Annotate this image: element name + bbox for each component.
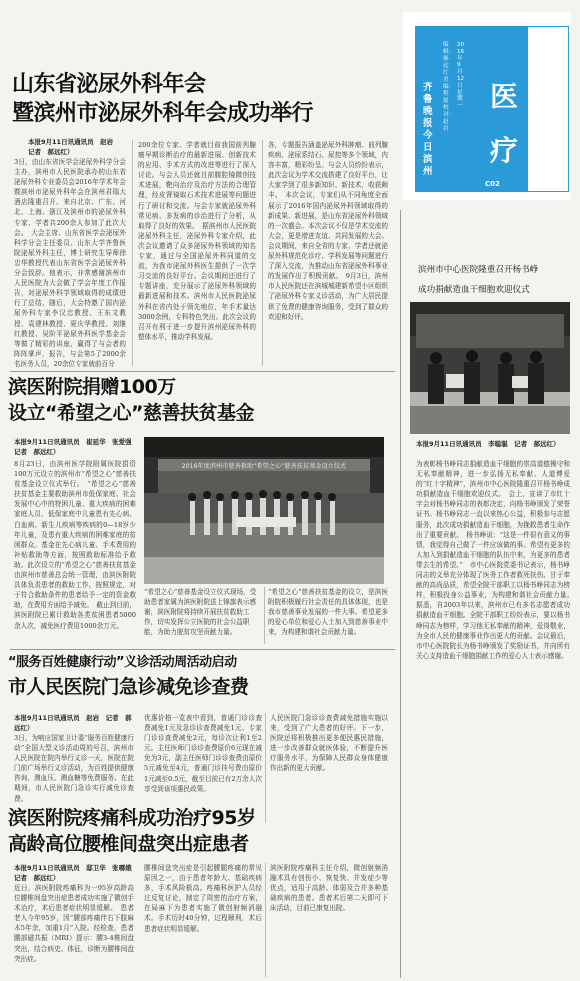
article2-column-1: 8月23日，由滨州医学院附属医院捐资100万元设立的滨州市“希望之心”慈善扶贫基金设立仪式举行。 “希望之心”慈善扶贫基金主要救助滨州市低保家庭、社会发展中心中的特困儿童、重大疾病的困难家庭人员、低保家庭中儿童患有先心病、白血病、新生儿疾病等疾病的0—18岁少年儿童，及患有重大疾病的困难家庭的贫困群众。基金在先心病儿童、手术费用的补贴救助等方面，按照救助标准给予救助。此次设立的“希望之心”慈善扶贫基金由滨州市慈善总会统一管理，由滨医附院具体负责患者的救助工作。按照规定，对于符合救助条件的患者给予一定的资金救助，在费用方面给予减免。 截止到目前，滨医附院已累计救助各类贫困患者5000余人次，减免医疗费用1000余万元。	[14, 460, 136, 630]
edition-date: 2016年9月12日 星期一	[457, 42, 465, 110]
sidebar-divider	[400, 210, 401, 978]
article4-title-line1: 滨医附院疼痛科成功治疗95岁	[8, 807, 256, 829]
article3-column-1: 3日，为响应国家卫计委“服务百姓健康行动”全国大型义诊活动周的号召，滨州市人民医院在院内举行义诊一天，医院在院门前广场举行义诊活动，为百姓提供健康咨询、测血压、测血糖等免费服务。在此期间，市人民医院门急诊实行减免诊查费。	[14, 734, 134, 803]
sidebar-body: 为表彰杨书峥同志捐献造血干细胞的崇高道德操守和无私奉献精神，进一步弘扬无私奉献、人道博爱的“红十字精神”，滨州市中心医院隆重召开杨书峥成功捐献造血干细胞欢迎仪式。 会上，宣读了市红十字会对杨书峥同志的表彰决定，向杨书峥颁发了荣誉证书。杨书峥同志一直以来热心公益，积极参与志愿服务，此次成功捐献造血干细胞，为挽救患者生命作出了重要贡献。 杨书峥说：“这是一件很有意义的事情，我觉得自己做了一件应该做的事。希望有更多的人加入到捐献造血干细胞的队伍中来，为更多的患者带去生的希望。” 市中心医院党委书记表示，杨书峥同志的义举充分体现了医务工作者救死扶伤、甘于奉献的高尚品质，希望全院干部职工以杨书峥同志为榜样，积极投身公益事业，为构建和谐社会贡献力量。 据悉，自2003年以来，滨州市已有多名志愿者成功捐献造血干细胞。全院干部职工纷纷表示，要以杨书峥同志为榜样，学习他无私奉献的精神，爱岗敬业，为全市人民的健康事业作出更大的贡献。会议最后，市中心医院院长为杨书峥颁发了奖励证书，并向所有关心支持造血干细胞捐献工作的爱心人士表示感谢。	[416, 460, 577, 660]
article1-title-line2: 暨滨州市泌尿外科年会成功举行	[12, 101, 314, 126]
paper-name: 齐鲁晚报 今日滨州	[423, 82, 433, 177]
column-divider	[132, 140, 133, 366]
article1-column-2: 200余位专家、学者就目前我国前列腺癌早期诊断治疗的最新进展、创新技术的应用、手术方式的改进等进行了深入讨论。与会人员还就目前腹腔镜微创技术进展，靶向治疗及治疗方法的合理管理，经皮肾镜取石术技术进展等问题进行了研讨和交流。与会专家就泌尿外科常见病、多发病的诊治进行了分析，从取得了良好的效果。 据滨州市人民医院泌尿外科主任，泌尿外科专家介绍，此次会议邀请了众多泌尿外科领域的知名专家，通过与全国泌尿外科同道的交流，为我市泌尿外科医生提供了一次学习交流的良好平台。会议期间还进行了专题讲座，充分展示了泌尿外科领域的最新进展和技术。滨州市人民医院泌尿外科在省内处于领先地位，年手术量达3000余例，专科特色突出。此次会议的召开有利于进一步提升滨州泌尿外科的整体水平，推动学科发展。	[138, 141, 256, 341]
ceremony-banner-text: 2016年度滨州市慈善救助“希望之心”慈善扶贫基金设立仪式	[181, 463, 347, 470]
edition-info: 编辑：郝远红 美编：程磊 校对：赵岩	[443, 42, 455, 132]
article3-column-3: 人民医院门急诊诊查费减免措施实施以来，受到了广大患者的好评。下一步，医院还将积极推出更多便民惠民措施，进一步改善群众就医体验，不断提升医疗服务水平，为保障人民群众身体健康作出新的更大贡献。	[270, 714, 388, 773]
article2-byline: 本报9月11日讯通讯员 崔延华 张爱强 记者 郝远红）	[14, 438, 139, 456]
ceremony-scene-illustration	[144, 437, 384, 584]
article2-title-line2: 设立“希望之心”慈善扶贫基金	[8, 402, 254, 424]
section-divider	[10, 649, 395, 650]
page-number: C02	[485, 180, 500, 188]
column-divider	[262, 140, 263, 366]
column-divider	[264, 587, 265, 644]
article4-column-2: 腰椎间盘突出症是引起腰腿疼痛的常见原因之一，由于患者年龄大、基础疾病多，手术风险极高。疼痛科医护人员经过反复讨论，制定了周密的治疗方案，在局麻下为患者实施了微创射频消融术。手术历时40分钟，过程顺利，术后患者症状明显缓解。	[144, 864, 262, 933]
section-title: 医疗	[489, 80, 518, 167]
article3-column-2: 优惠价格一览表中看到，普通门诊诊查费减免1元及急诊诊查费减免1元、专家门诊诊查费减免2元，每诊次让利1至2元。主任医师门诊诊查费原价6元现在减免为3元，副主任医师门诊诊查费由原价5元减免至4元，普通门诊挂号费由原价1元减至0.5元，截至目前已有2万余人次享受到该项惠民政策。	[144, 714, 262, 793]
article3-byline: 本报9月11日讯通讯员 赵岩 记者 郝远红）	[14, 714, 132, 732]
article4-column-1: 近日，滨医附院疼痛科为一95岁高龄高位腰椎间盘突出症患者成功实施了微创手术治疗，术后患者症状明显缓解。 患者老人今年95岁，因“腰部疼痛伴右下肢麻木5年余，加重1月”入院。经检查，患者腰部磁共振（MRI）提示：腰3-4椎间盘突出，结合病史、体征，诊断为腰椎间盘突出症。	[14, 884, 134, 963]
sidebar-byline: 本报9月11日讯通讯员 李聪聪 记者 郝远红）	[416, 440, 560, 448]
column-divider	[265, 713, 266, 823]
section-divider	[10, 371, 395, 372]
article1-column-3: 各，专题报告涵盖泌尿外科肿瘤、前列腺疾病、泌尿系结石、尿控等多个领域，内容丰富，精彩纷呈。与会人员纷纷表示，此次会议为学术交流搭建了良好平台，让大家学到了很多新知识、新技术，收获颇丰。 本次会议，专家们从不同角度全面展示了2016年国内泌尿外科领域取得的新成果、新进展，是山东省泌尿外科领域的一次盛会。本次会议不仅是学术交流的大会，更是增进友谊、共同发展的大会。会议期间，来自全省的专家、学者还就泌尿外科规范化诊疗、学科发展等问题进行了深入交流，为推动山东省泌尿外科事业的发展作出了积极贡献。 9月3日，滨州市人民医院还在滨城城建新希望小区组织了泌尿外科专家义诊活动，为广大居民提供了免费的健康咨询服务，受到了群众的欢迎和好评。	[268, 141, 388, 321]
welcome-ceremony-photo	[410, 302, 570, 434]
sidebar-title-line2: 成功捐献造血干细胞欢迎仪式	[418, 285, 530, 295]
photo-caption: “希望之心”慈善基金设立仪式现场，受助患者家属为滨医附院送上锦旗表示感谢，滨医附院将持续开展扶贫救助工作，切实发挥公立医院的社会公益职能，为助力脱贫攻坚贡献力量。	[144, 588, 257, 637]
article2-title-line1: 滨医附院捐赠100万	[8, 376, 176, 398]
article3-kicker: “服务百姓健康行动”义诊活动周活动启动	[8, 655, 237, 670]
welcome-scene-illustration	[410, 302, 570, 434]
article1-byline: 本报9月11日讯通讯员 赵岩 记者 郝远红）	[28, 138, 120, 156]
article3-title: 市人民医院门急诊减免诊查费	[8, 676, 249, 698]
article4-column-3: 滨医附院疼痛科主任介绍，微创射频消融术具有创伤小、恢复快、并发症少等优点，适用于高龄、体弱及合并多种基础疾病的患者。患者术后第二天即可下床活动，目前已康复出院。	[270, 864, 388, 913]
article1-title-line1: 山东省泌尿外科年会	[12, 72, 206, 97]
charity-ceremony-photo	[144, 437, 384, 584]
masthead-outline	[527, 26, 569, 192]
article2-column-3: “希望之心”慈善扶贫基金的设立，是滨医附院积极履行社会责任的具体体现，也是我市慈善事业发展的一件大事。希望更多的爱心单位和爱心人士加入到慈善事业中来，为构建和谐社会贡献力量。	[268, 588, 388, 637]
article4-title-line2: 高龄高位腰椎间盘突出症患者	[8, 833, 249, 855]
sidebar-title-line1: 滨州市中心医院隆重召开杨书峥	[418, 265, 539, 275]
column-divider	[265, 863, 266, 977]
masthead	[403, 12, 571, 200]
article1-column-1: 3日，由山东省医学会泌尿外科学分会主办，滨州市人民医院承办的山东省泌尿外科专业委员会2016年学术年会暨滨州市泌尿外科年会在滨州君瑞大酒店隆重召开。来自北京、广东、河北、上海、浙江及滨州市的泌尿外科专家、学者共200余人参加了此次大会。 大会主席、山东省医学会泌尿外科学分会主任委员、山东大学齐鲁医院泌尿外科主任，博士研究生导师徐忠华教授代表山东省医学会泌尿外科分会致辞。他表示，非常感谢滨州市人民医院为大会做了学会年度工作报告，对泌尿外科学领域取得的成绩进行了总结，随后，大会特邀了国内泌尿外科专家李汉忠教授、王东文教授、袁建林教授、夏庆华教授、刘继红教授、吴阶平泌尿外科医学基金会等做了精彩的讲座，赢得了与会者的阵阵掌声，报告，与会第5了2000余名医务人员，20余位专家就前百分	[14, 158, 126, 368]
article4-byline: 本报9月11日讯通讯员 邸卫华 张哪娥 记者 郝远红）	[14, 864, 139, 882]
